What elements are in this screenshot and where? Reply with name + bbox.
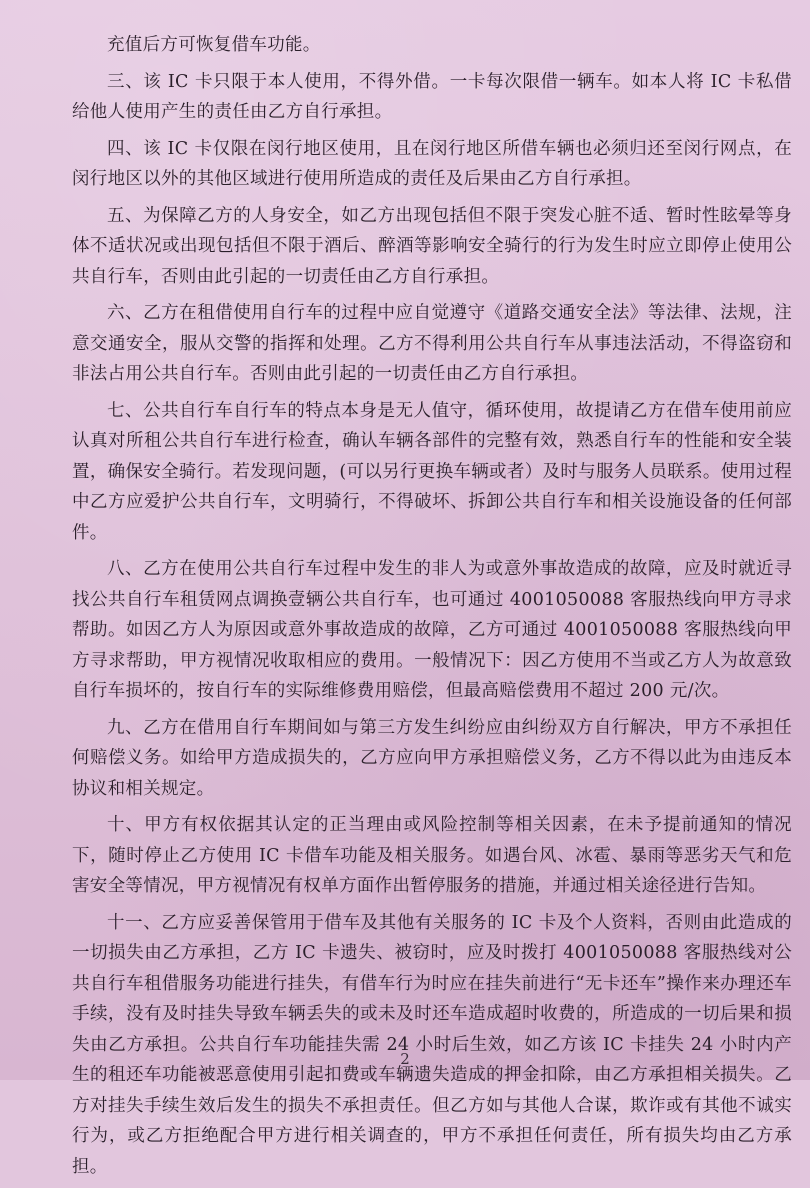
- paragraph-clause-8: 八、乙方在使用公共自行车过程中发生的非人为或意外事故造成的故障，应及时就近寻找公共自行车租赁网点调换壹辆公共自行车，也可通过 4001050088 客服热线向甲方寻求帮助。如因乙方人为原因或意外事故造成的故障，乙方可通过 4001050088 客服热线向甲方寻求帮助，甲方视情况收取相应的费用。一般情况下：因乙方使用不当或乙方人为故意致自行车损坏的，按自行车的实际维修费用赔偿，但最高赔偿费用不超过 200 元/次。: [72, 559, 792, 701]
- paragraph-clause-3: 三、该 IC 卡只限于本人使用，不得外借。一卡每次限借一辆车。如本人将 IC 卡私借给他人使用产生的责任由乙方自行承担。: [72, 71, 792, 122]
- paragraph-clause-9: 九、乙方在借用自行车期间如与第三方发生纠纷应由纠纷双方自行解决，甲方不承担任何赔偿义务。如给甲方造成损失的，乙方应向甲方承担赔偿义务，乙方不得以此为由违反本协议和相关规定。: [72, 717, 792, 799]
- paragraph-clause-7: 七、公共自行车自行车的特点本身是无人值守，循环使用，故提请乙方在借车使用前应认真对所租公共自行车进行检查，确认车辆各部件的完整有效，熟悉自行车的性能和安全装置，确保安全骑行。若发现问题，(可以另行更换车辆或者）及时与服务人员联系。使用过程中乙方应爱护公共自行车，文明骑行，不得破坏、拆卸公共自行车和相关设施设备的任何部件。: [72, 400, 792, 543]
- document-body: [72, 30, 792, 1188]
- paragraph-clause-10: 十、甲方有权依据其认定的正当理由或风险控制等相关因素，在未予提前通知的情况下，随时停止乙方使用 IC 卡借车功能及相关服务。如遇台风、冰雹、暴雨等恶劣天气和危害安全等情况，甲方视情况有权单方面作出暂停服务的措施，并通过相关途径进行告知。: [72, 815, 792, 896]
- paragraph-clause-4: 四、该 IC 卡仅限在闵行地区使用，且在闵行地区所借车辆也必须归还至闵行网点，在闵行地区以外的其他区域进行使用所造成的责任及后果由乙方自行承担。: [72, 138, 792, 189]
- paragraph-clause-5: 五、为保障乙方的人身安全，如乙方出现包括但不限于突发心脏不适、暂时性眩晕等身体不适状况或出现包括但不限于酒后、醉酒等影响安全骑行的行为发生时应立即停止使用公共自行车，否则由此引起的一切责任由乙方自行承担。: [72, 205, 792, 287]
- paragraph-clause-11: 十一、乙方应妥善保管用于借车及其他有关服务的 IC 卡及个人资料，否则由此造成的一切损失由乙方承担，乙方 IC 卡遗失、被窃时，应及时拨打 4001050088 客服热线对公共自行车租借服务功能进行挂失，有借车行为时应在挂失前进行“无卡还车”操作来办理还车手续，没有及时挂失导致车辆丢失的或未及时还车造成超时收费的，所造成的一切后果和损失由乙方承担。公共自行车功能挂失需 24 小时后生效，如乙方该 IC 卡挂失 24 小时内产生的租还车功能被恶意使用引起扣费或车辆遗失造成的押金扣除，由乙方承担相关损失。乙方对挂失手续生效后发生的损失不承担责任。但乙方如与其他人合谋，欺诈或有其他不诚实行为，或乙方拒绝配合甲方进行相关调查的，甲方不承担任何责任，所有损失均由乙方承担。: [72, 912, 792, 1177]
- page-number: 2: [400, 1050, 410, 1068]
- paragraph-clause-6: 六、乙方在租借使用自行车的过程中应自觉遵守《道路交通安全法》等法律、法规，注意交通安全，服从交警的指挥和处理。乙方不得利用公共自行车从事违法活动，不得盗窃和非法占用公共自行车。否则由此引起的一切责任由乙方自行承担。: [72, 303, 792, 384]
- paragraph-continuation: 充值后方可恢复借车功能。: [107, 35, 321, 55]
